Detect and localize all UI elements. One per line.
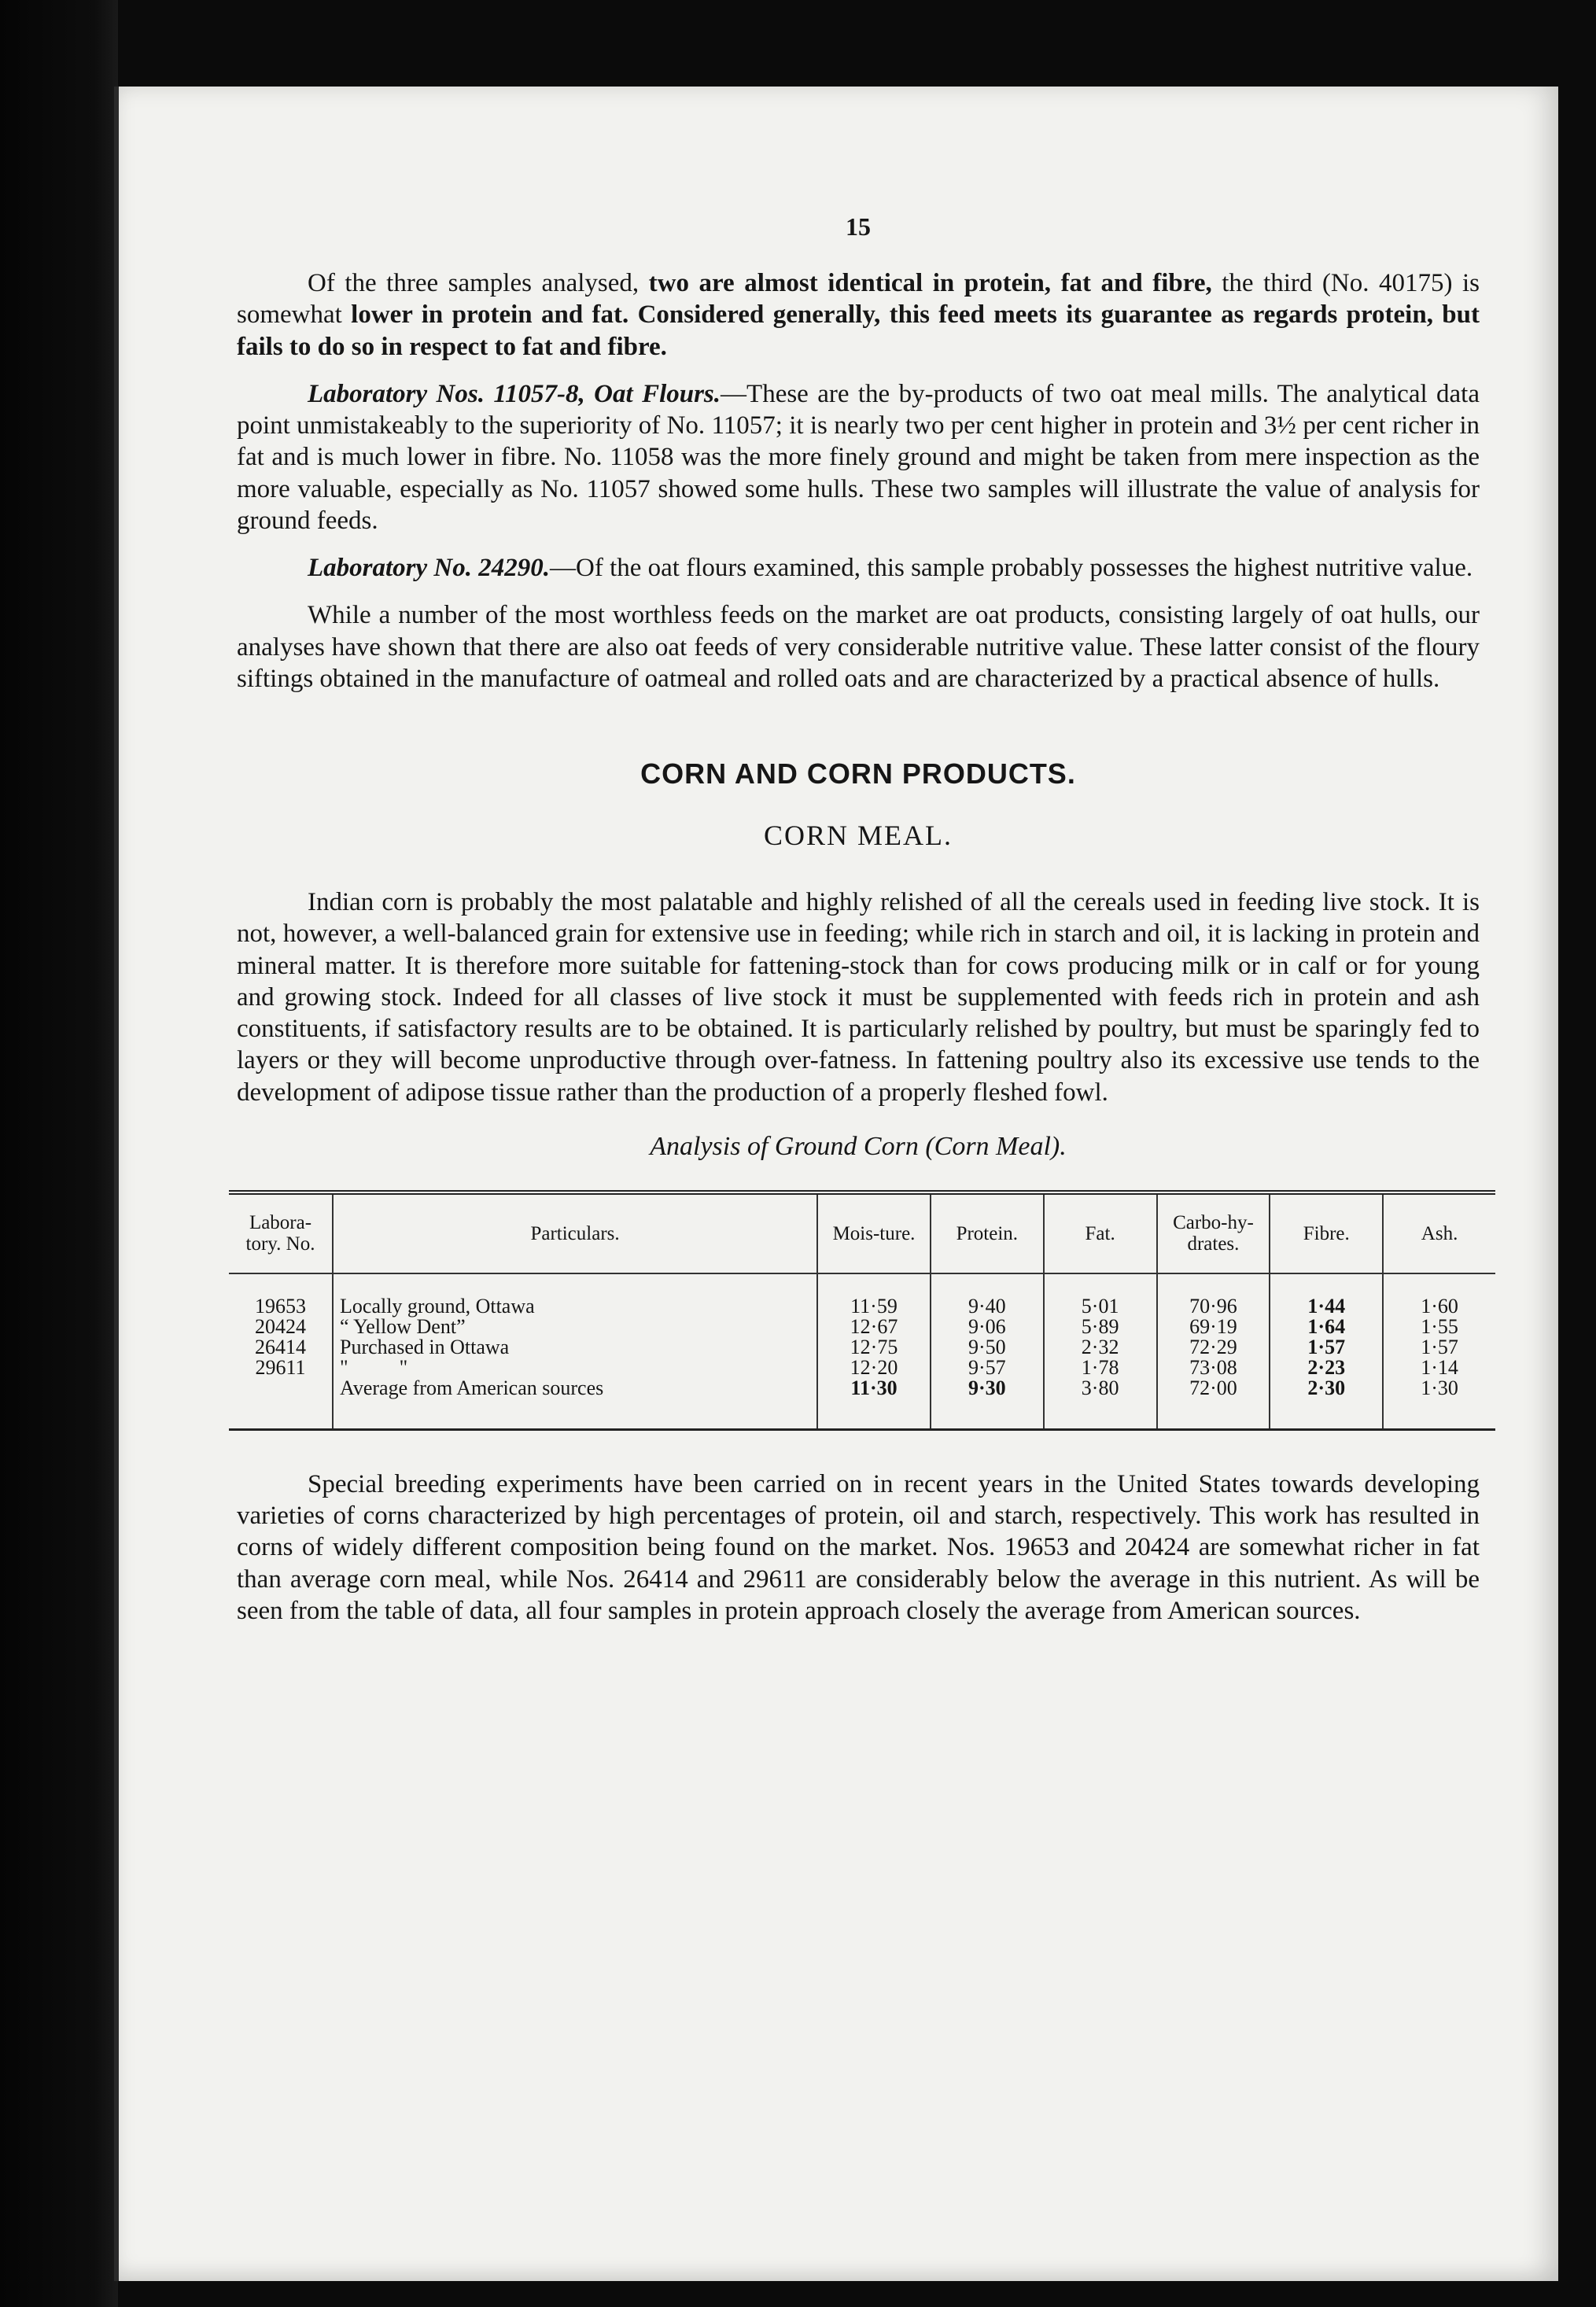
sub-heading: CORN MEAL.: [763, 820, 953, 851]
scan-border: [0, 0, 118, 2307]
header-moisture: Mois-ture.: [817, 1192, 931, 1273]
cell-moisture: 12·20: [817, 1358, 931, 1378]
header-ash: Ash.: [1383, 1192, 1495, 1273]
paragraph-oat-products: While a number of the most worthless feeds on the market are oat products, consisting largely of oat hulls, our analyses have shown that there are also oat feeds of very considerable nutritive value. These latter consist of the floury siftings obtained in the manufacture of oatmeal and rolled oats and are characterized by a practical absence of hulls.: [237, 601, 1480, 693]
cell-particulars: “ Yellow Dent”: [333, 1317, 817, 1337]
table-caption: Analysis of Ground Corn (Corn Meal).: [650, 1131, 1067, 1161]
cell-particulars: Average from American sources: [333, 1378, 817, 1430]
table-row: [229, 1273, 1495, 1317]
page-content: [237, 212, 1480, 1642]
cell-moisture: 11·59: [817, 1273, 931, 1317]
table-row-average: [229, 1378, 1495, 1430]
text-run-bold: two are almost identical in protein, fat and fibre,: [648, 269, 1212, 297]
header-particulars: Particulars.: [333, 1192, 817, 1273]
cell-lab: 20424: [255, 1314, 306, 1338]
cell-protein: 9·06: [931, 1317, 1044, 1337]
analysis-table: [229, 1190, 1495, 1431]
paragraph-three-samples: [237, 267, 1480, 363]
cell-fat: 2·32: [1044, 1337, 1157, 1358]
section-heading: CORN AND CORN PRODUCTS.: [640, 757, 1076, 790]
cell-moisture: 12·75: [817, 1337, 931, 1358]
table-row: [229, 1317, 1495, 1337]
cell-fat: 5·01: [1044, 1273, 1157, 1317]
cell-ash: 1·55: [1383, 1317, 1495, 1337]
cell-fibre: 2·30: [1270, 1378, 1383, 1430]
header-fat: Fat.: [1044, 1192, 1157, 1273]
cell-moisture: 11·30: [817, 1378, 931, 1430]
cell-particulars: " ": [333, 1358, 817, 1378]
cell-fat: 3·80: [1044, 1378, 1157, 1430]
cell-fibre: 2·23: [1270, 1358, 1383, 1378]
paragraph-lead: Laboratory No. 24290.: [308, 554, 550, 582]
paragraph-lead: Laboratory Nos. 11057-8, Oat Flours.: [308, 379, 721, 408]
cell-protein: 9·50: [931, 1337, 1044, 1358]
cell-lab: [229, 1378, 333, 1430]
cell-carbohydrates: 72·00: [1157, 1378, 1270, 1430]
table-row: [229, 1337, 1495, 1358]
cell-ash: 1·60: [1383, 1273, 1495, 1317]
cell-fibre: 1·57: [1270, 1337, 1383, 1358]
header-carbohydrates: Carbo-hy-drates.: [1157, 1192, 1270, 1273]
cell-fibre: 1·64: [1270, 1317, 1383, 1337]
cell-protein: 9·40: [931, 1273, 1044, 1317]
table-row: [229, 1358, 1495, 1378]
header-protein: Protein.: [931, 1192, 1044, 1273]
page-number: 15: [846, 212, 871, 241]
cell-lab: 29611: [255, 1355, 306, 1379]
text-run-bold: lower in protein and fat. Considered generally, this feed meets its guarantee as regards protein, but fails to do so in respect to fat and fibre.: [237, 300, 1480, 361]
cell-lab: 26414: [255, 1335, 306, 1358]
header-fibre: Fibre.: [1270, 1192, 1383, 1273]
cell-carbohydrates: 72·29: [1157, 1337, 1270, 1358]
cell-carbohydrates: 70·96: [1157, 1273, 1270, 1317]
cell-ash: 1·30: [1383, 1378, 1495, 1430]
text-run: the third (No. 40175) is somewhat: [237, 269, 1480, 330]
cell-particulars: Locally ground, Ottawa: [333, 1273, 817, 1317]
table-header-row: [229, 1192, 1495, 1273]
book-page: [114, 87, 1558, 2281]
paragraph-oat-flours: [237, 378, 1480, 536]
cell-carbohydrates: 69·19: [1157, 1317, 1270, 1337]
cell-protein: 9·57: [931, 1358, 1044, 1378]
cell-fat: 5·89: [1044, 1317, 1157, 1337]
cell-protein: 9·30: [931, 1378, 1044, 1430]
cell-ash: 1·57: [1383, 1337, 1495, 1358]
cell-ash: 1·14: [1383, 1358, 1495, 1378]
paragraph-indian-corn: Indian corn is probably the most palatable and highly relished of all the cereals used in feeding live stock. It is not, however, a well-balanced grain for extensive use in feeding; while rich in starch and oil, it is lacking in protein and mineral matter. It is therefore more suitable for fattening-stock than for cows producing milk or in calf or for young and growing stock. Indeed for all classes of live stock it must be supplemented with feeds rich in protein and ash constituents, if satisfactory results are to be obtained. It is particularly relished by poultry, but must be sparingly fed to layers or they will become unproductive through over-fatness. In fattening poultry also its excessive use tends to the development of adipose tissue rather than the production of a properly fleshed fowl.: [237, 888, 1480, 1107]
paragraph-text: —These are the by-products of two oat meal mills. The analytical data point unmistakeably to the superiority of No. 11057; it is nearly two per cent higher in protein and 3½ per cent richer in fat and is much lower in fibre. No. 11058 was the more finely ground and might be taken from mere inspection as the more valuable, especially as No. 11057 showed some hulls. These two samples will illustrate the value of analysis for ground feeds.: [237, 379, 1480, 535]
cell-fibre: 1·44: [1270, 1273, 1383, 1317]
header-lab-no: Labora-tory. No.: [229, 1192, 333, 1273]
cell-particulars: Purchased in Ottawa: [333, 1337, 817, 1358]
cell-lab: 19653: [255, 1294, 306, 1317]
paragraph-text: —Of the oat flours examined, this sample probably possesses the highest nutritive value.: [550, 554, 1473, 582]
cell-fat: 1·78: [1044, 1358, 1157, 1378]
paragraph-breeding: Special breeding experiments have been carried on in recent years in the United States towards developing varieties of corns characterized by high percentages of protein, oil and starch, respectively. This work has resulted in corns of widely different composition being found on the market. Nos. 19653 and 20424 are somewhat richer in fat than average corn meal, while Nos. 26414 and 29611 are considerably below the average in this nutrient. As will be seen from the table of data, all four samples in protein approach closely the average from American sources.: [237, 1469, 1480, 1625]
text-run: Of the three samples analysed,: [308, 269, 649, 297]
cell-moisture: 12·67: [817, 1317, 931, 1337]
paragraph-lab-24290: [237, 552, 1480, 584]
cell-carbohydrates: 73·08: [1157, 1358, 1270, 1378]
